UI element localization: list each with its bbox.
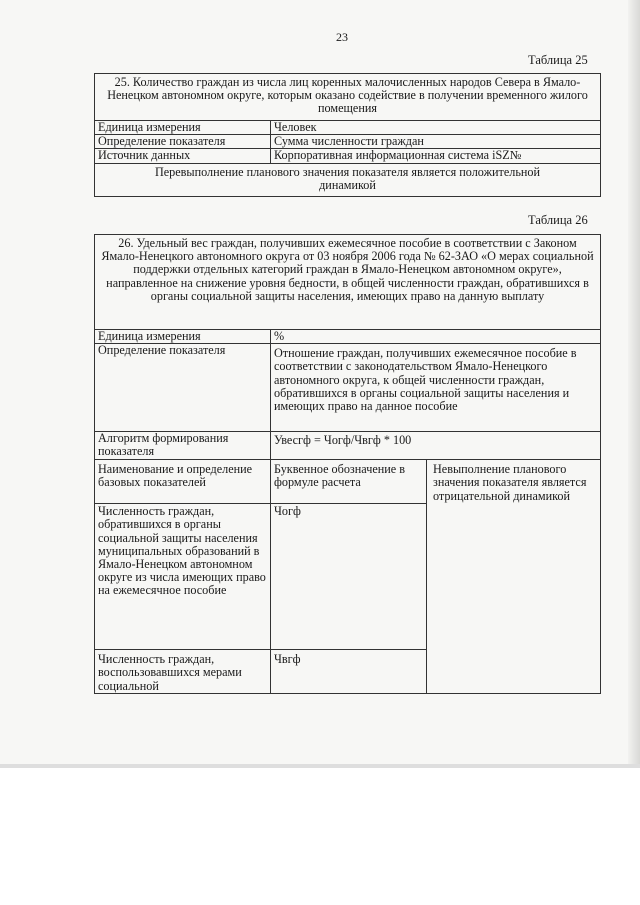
- table-26-label-unit: Единица измерения: [95, 330, 271, 344]
- table-25-title: 25. Количество граждан из числа лиц коренных малочисленных народов Севера в Ямало-Ненецком автономном округе, которым оказано содействие в получении временного жилого помещения: [95, 74, 601, 121]
- table-26-header-letters: Буквенное обозначение в формуле расчета: [271, 460, 427, 504]
- table-26-note: Невыполнение планового значения показателя является отрицательной динамикой: [427, 460, 601, 694]
- table-25: [94, 73, 601, 197]
- table-25-note: Перевыполнение планового значения показателя является положительной динамикой: [95, 163, 601, 196]
- table-row: [95, 330, 601, 344]
- table-26-value-algorithm: Увесгф = Чогф/Чвгф * 100: [271, 432, 601, 460]
- table-25-value-source: Корпоративная информационная система iSZ№: [271, 149, 601, 163]
- table-row: [95, 135, 601, 149]
- table-row: [95, 344, 601, 432]
- table-row: [95, 149, 601, 163]
- table-26-label-algorithm: Алгоритм формирования показателя: [95, 432, 271, 460]
- table-row: [95, 460, 601, 504]
- table-26-title: 26. Удельный вес граждан, получивших ежемесячное пособие в соответствии с Законом Ямало-Ненецкого автономного округа от 03 ноября 2006 года № 62-ЗАО «О мерах социальной поддержки отдельных категорий граждан в Ямало-Ненецком автономном округе», направленное на снижение уровня бедности, в общей численности граждан, обратившихся в органы социальной защиты населения, имеющих право на данную выплату: [95, 235, 601, 330]
- table-26-base-symbol: Чвгф: [271, 650, 427, 694]
- table-25-label-definition: Определение показателя: [95, 135, 271, 149]
- table-26-base-name: Численность граждан, воспользовавшихся мерами социальной: [95, 650, 271, 694]
- table-26-caption: Таблица 26: [528, 213, 588, 227]
- table-row: [95, 121, 601, 135]
- page-bottom-edge: [0, 764, 640, 768]
- page-edge-shadow: [628, 0, 640, 768]
- table-25-label-unit: Единица измерения: [95, 121, 271, 135]
- page-number: 23: [336, 30, 348, 44]
- table-26-value-definition: Отношение граждан, получивших ежемесячное пособие в соответствии с законодательством Ямало-Ненецкого автономного округа, к общей численности граждан, обратившихся в органы социальной защиты населения и имеющих право на данное пособие: [271, 344, 601, 432]
- table-25-label-source: Источник данных: [95, 149, 271, 163]
- table-26-base-symbol: Чогф: [271, 504, 427, 650]
- table-25-value-unit: Человек: [271, 121, 601, 135]
- table-25-value-definition: Сумма численности граждан: [271, 135, 601, 149]
- table-26: [94, 234, 601, 694]
- table-26-header-names: Наименование и определение базовых показателей: [95, 460, 271, 504]
- table-26-value-unit: %: [271, 330, 601, 344]
- table-row: [95, 432, 601, 460]
- table-26-base-name: Численность граждан, обратившихся в органы социальной защиты населения муниципальных образований в Ямало-Ненецком автономном округе из числа имеющих право на ежемесячное пособие: [95, 504, 271, 650]
- table-26-label-definition: Определение показателя: [95, 344, 271, 432]
- table-25-caption: Таблица 25: [528, 53, 588, 67]
